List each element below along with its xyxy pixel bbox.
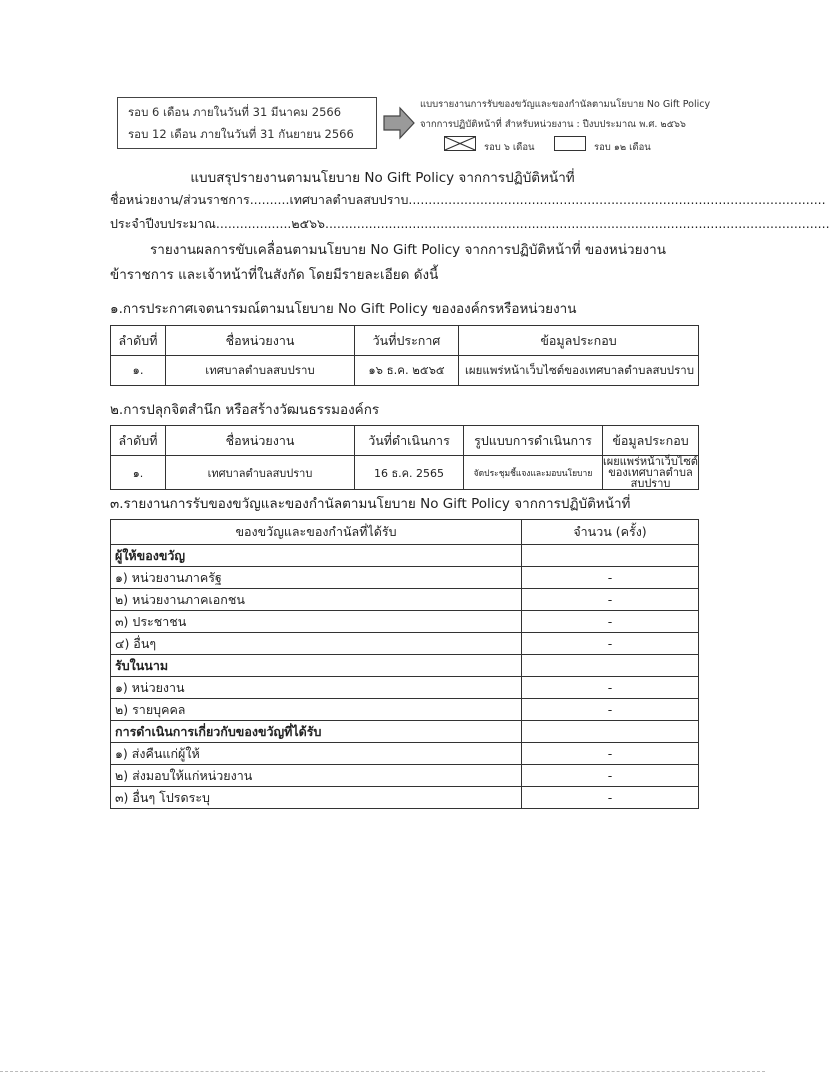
intro-paragraph: รายงานผลการขับเคลื่อนตามนโยบาย No Gift Policy จากการปฏิบัติหน้าที่ ของหน่วยงาน ข้าราชการ และเจ้าหน้าที่ในสังกัด โดยมีรายละเอียด ดังนี้ [110,242,666,283]
row-count: - [522,633,699,655]
row-count: - [522,611,699,633]
cell-info: เผยแพร่หน้าเว็บไซต์ ของเทศบาลตำบลสบปราบ [603,455,698,490]
row-label: ๑) หน่วยงาน [111,677,522,699]
checkbox-6-months[interactable] [444,136,476,151]
col-operation-date: วันที่ดำเนินการ [355,426,464,456]
row-label: ๓) อื่นๆ โปรดระบุ [111,787,522,809]
table-row [111,456,699,490]
row-label: ๒) หน่วยงานภาคเอกชน [111,589,522,611]
col-order: ลำดับที่ [111,326,166,356]
row-count: - [522,743,699,765]
col-supporting-info: ข้อมูลประกอบ [603,426,699,456]
row-label: ๒) ส่งมอบให้แก่หน่วยงาน [111,765,522,787]
group-title: รับในนาม [111,655,522,677]
col-agency: ชื่อหน่วยงาน [166,326,355,356]
cell-order: ๑. [111,456,166,490]
section2-heading: ๒.การปลุกจิตสำนึก หรือสร้างวัฒนธรรมองค์กร [110,402,380,418]
table-row [111,633,699,655]
row-label: ๓) ประชาชน [111,611,522,633]
check-cross-icon [445,137,475,150]
period-6-months: รอบ 6 เดือน ภายในวันที่ 31 มีนาคม 2566 [128,105,342,119]
col-agency: ชื่อหน่วยงาน [166,426,355,456]
right-arrow-icon [382,105,416,141]
row-count: - [522,787,699,809]
row-count: - [522,567,699,589]
group-title: ผู้ให้ของขวัญ [111,545,522,567]
form-title: แบบรายงานการรับของขวัญและของกำนัลตามนโยบาย No Gift Policy [420,99,711,110]
cell-order: ๑. [111,356,166,386]
form-subtitle: จากการปฏิบัติหน้าที่ สำหรับหน่วยงาน : ปีงบประมาณ พ.ศ. ๒๕๖๖ [420,119,686,130]
cell-agency: เทศบาลตำบลสบปราบ [166,356,355,386]
row-count: - [522,677,699,699]
group-title: การดำเนินการเกี่ยวกับของขวัญที่ได้รับ [111,721,522,743]
section1-heading: ๑.การประกาศเจตนารมณ์ตามนโยบาย No Gift Policy ขององค์กรหรือหน่วยงาน [110,301,577,317]
col-announce-date: วันที่ประกาศ [355,326,459,356]
document-title: แบบสรุปรายงานตามนโยบาย No Gift Policy จากการปฏิบัติหน้าที่ [190,170,575,186]
col-order: ลำดับที่ [111,426,166,456]
table-row [111,567,699,589]
year-line [110,214,830,234]
section3-heading: ๓.รายงานการรับของขวัญและของกำนัลตามนโยบาย No Gift Policy จากการปฏิบัติหน้าที่ [110,496,631,512]
checkbox-12-months[interactable] [554,136,586,151]
table-row [111,611,699,633]
table-row [111,677,699,699]
cell-info: เผยแพร่หน้าเว็บไซต์ของเทศบาลตำบลสบปราบ [459,356,699,386]
group-row [111,721,699,743]
announcement-table [110,325,699,386]
table-row [111,787,699,809]
table-row [111,743,699,765]
agency-label: ชื่อหน่วยงาน/ส่วนราชการ.......... [110,192,290,207]
group-row [111,655,699,677]
row-label: ๒) รายบุคคล [111,699,522,721]
row-label: ๔) อื่นๆ [111,633,522,655]
col-count: จำนวน (ครั้ง) [522,520,699,545]
year-dots: ............................................................................................................................... [324,216,830,231]
agency-dots: ......................................................................................................... [408,192,826,207]
cell-format: จัดประชุมชี้แจงและมอบนโยบาย [464,456,603,490]
table-row [111,589,699,611]
cell-date: 16 ธ.ค. 2565 [355,456,464,490]
cell-date: ๑๖ ธ.ค. ๒๕๖๕ [355,356,459,386]
year-value: ๒๕๖๖ [291,216,325,231]
cell-agency: เทศบาลตำบลสบปราบ [166,456,355,490]
table-row [111,356,699,386]
agency-value: เทศบาลตำบลสบปราบ [289,192,409,207]
gift-report-table [110,519,699,809]
row-count: - [522,699,699,721]
col-gift-item: ของขวัญและของกำนัลที่ได้รับ [111,520,522,545]
table-row [111,699,699,721]
table-row [111,765,699,787]
option-6-months-label: รอบ ๖ เดือน [484,142,535,153]
col-supporting-info: ข้อมูลประกอบ [459,326,699,356]
reporting-period-box [117,97,377,149]
year-label: ประจำปีงบประมาณ................... [110,216,292,231]
row-label: ๑) ส่งคืนแก่ผู้ให้ [111,743,522,765]
agency-line [110,190,826,210]
col-operation-format: รูปแบบการดำเนินการ [464,426,603,456]
row-label: ๑) หน่วยงานภาครัฐ [111,567,522,589]
page-bottom-divider [0,1071,765,1072]
row-count: - [522,589,699,611]
period-12-months: รอบ 12 เดือน ภายในวันที่ 31 กันยายน 2566 [128,127,354,141]
group-row [111,545,699,567]
awareness-table [110,425,699,490]
row-count: - [522,765,699,787]
option-12-months-label: รอบ ๑๒ เดือน [594,142,651,153]
